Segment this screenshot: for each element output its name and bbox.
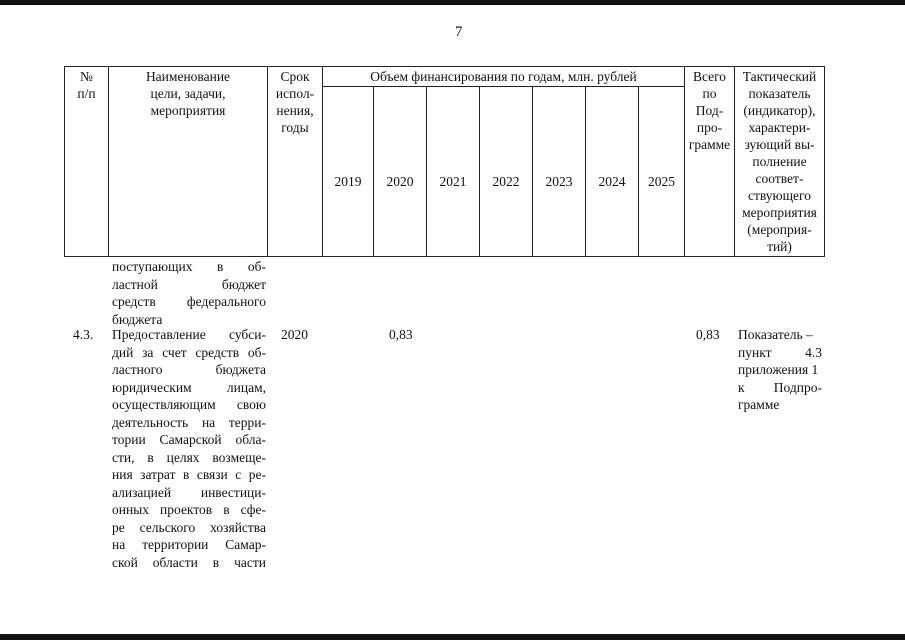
row-indicator: Показатель – пункт 4.3 приложения 1 к Подпро- грамме (738, 327, 822, 412)
header-funding: Объем финансирования по годам, млн. рублей (323, 67, 685, 87)
header-indicator: Тактический показатель (индикатор), характери- зующий вы- полнение соответ- ствующего мероприятия (мероприя- тий) (735, 67, 825, 257)
header-year-2019: 2019 (323, 87, 374, 257)
header-year-2023: 2023 (533, 87, 586, 257)
header-term: Срок испол- нения, годы (268, 67, 323, 257)
header-table (64, 66, 825, 257)
row-term: 2020 (281, 327, 308, 342)
continuation-text: поступающих в об- ластной бюджет средств федерального бюджета (112, 259, 266, 327)
row-name: Предоставление субси- дий за счет средств об- ластного бюджета юридическим лицам, осуществляющим свою деятельность на терри- тории Самарской обла- сти, в целях возмеще- ния затрат в связи с ре- ализацией инвестици- онных проектов в сфе- ре сельского хозяйства на территории Самар- ской области в части (112, 327, 266, 570)
header-year-2020: 2020 (374, 87, 427, 257)
row-total: 0,83 (696, 327, 720, 342)
header-num: № п/п (65, 67, 109, 257)
header-year-2025: 2025 (639, 87, 685, 257)
header-year-2024: 2024 (586, 87, 639, 257)
bottom-border (0, 634, 905, 640)
page-number: 7 (455, 24, 463, 40)
header-total: Всего по Под- про- грамме (685, 67, 735, 257)
row-value-2020: 0,83 (389, 327, 413, 342)
header-year-2021: 2021 (427, 87, 480, 257)
header-name: Наименование цели, задачи, мероприятия (109, 67, 268, 257)
top-border (0, 0, 905, 5)
row-number: 4.3. (73, 327, 94, 342)
header-year-2022: 2022 (480, 87, 533, 257)
